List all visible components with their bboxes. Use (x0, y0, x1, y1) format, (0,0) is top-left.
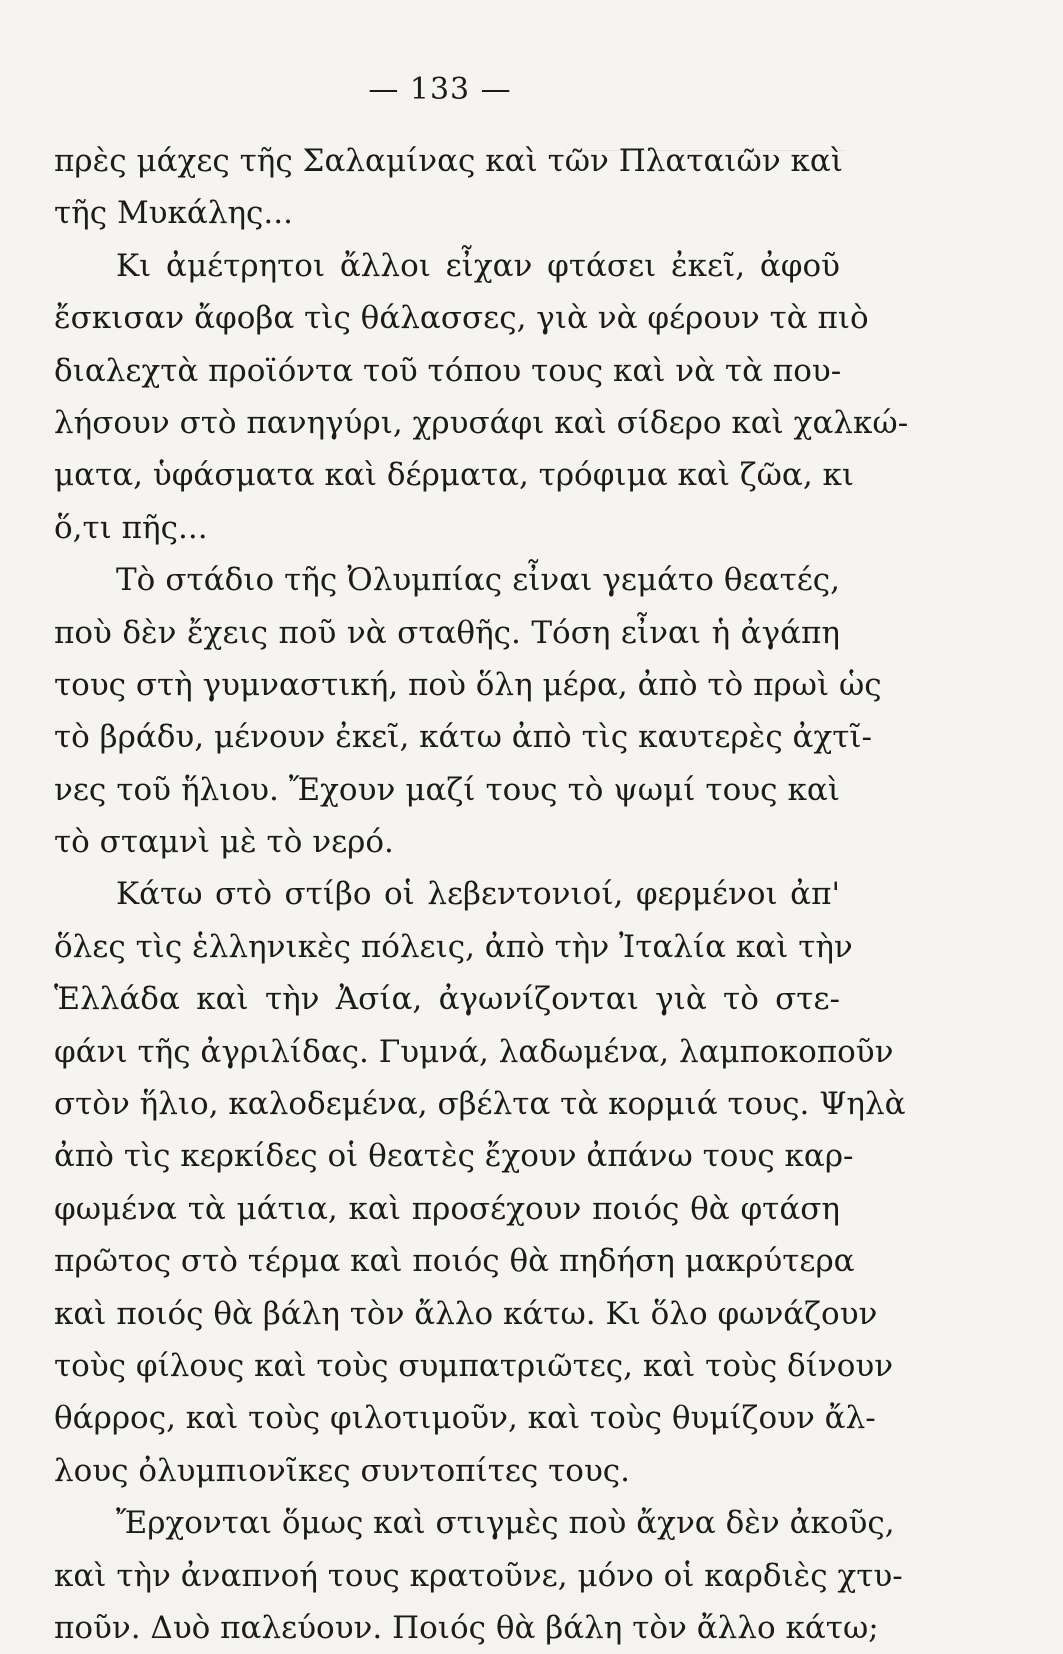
text-line: ματα, ὑφάσματα καὶ δέρματα, τρόφιμα καὶ ζῶα, κι (54, 457, 855, 494)
text-line: Ἔρχονται ὅμως καὶ στιγμὲς ποὺ ἄχνα δὲν ἀκοῦς, (116, 1505, 895, 1542)
text-line: καὶ τὴν ἀναπνοή τους κρατοῦνε, μόνο οἱ καρδιὲς χτυ- (54, 1557, 903, 1594)
text-line: πρὲς μάχες τῆς Σαλαμίνας καὶ τῶν Πλαταιῶν καὶ (54, 143, 844, 179)
text-line: Ἑλλάδα καὶ τὴν Ἀσία, ἀγωνίζονται γιὰ τὸ στε- (54, 981, 840, 1018)
text-line: ὅλες τὶς ἑλληνικὲς πόλεις, ἀπὸ τὴν Ἰταλία καὶ τὴν (54, 928, 853, 965)
text-line: φωμένα τὰ μάτια, καὶ προσέχουν ποιός θὰ φτάση (54, 1190, 840, 1227)
text-line: τοὺς φίλους καὶ τοὺς συμπατριῶτες, καὶ τοὺς δίνουν (54, 1347, 894, 1384)
text-line: καὶ ποιός θὰ βάλη τὸν ἄλλο κάτω. Κι ὅλο φωνάζουν (54, 1295, 878, 1332)
text-line: ποῦν. Δυὸ παλεύουν. Ποιός θὰ βάλη τὸν ἄλλο κάτω; (54, 1609, 879, 1646)
text-line: διαλεχτὰ προϊόντα τοῦ τόπου τους καὶ νὰ τὰ που- (54, 352, 842, 389)
body-text (54, 135, 909, 1654)
text-line: θάρρος, καὶ τοὺς φιλοτιμοῦν, καὶ τοὺς θυμίζουν ἄλ- (54, 1400, 876, 1437)
page-number: — 133 — (368, 72, 512, 107)
text-line: τὸ σταμνὶ μὲ τὸ νερό. (54, 824, 394, 861)
text-line: λους ὀλυμπιονῖκες συντοπίτες τους. (54, 1452, 631, 1489)
text-line: νες τοῦ ἥλιου. Ἔχουν μαζί τους τὸ ψωμί τους καὶ (54, 771, 840, 808)
text-line: ποὺ δὲν ἔχεις ποῦ νὰ σταθῆς. Τόση εἶναι ἡ ἀγάπη (54, 614, 840, 651)
text-line: Τὸ στάδιο τῆς Ὀλυμπίας εἶναι γεμάτο θεατές, (116, 562, 840, 599)
text-line: πρῶτος στὸ τέρμα καὶ ποιός θὰ πηδήση μακρύτερα (54, 1243, 855, 1280)
text-line: τὸ βράδυ, μένουν ἐκεῖ, κάτω ἀπὸ τὶς καυτερὲς ἀχτῖ- (54, 719, 873, 756)
text-line: τους στὴ γυμναστική, ποὺ ὅλη μέρα, ἀπὸ τὸ πρωὶ ὡς (54, 666, 882, 703)
text-line: ἔσκισαν ἄφοβα τὶς θάλασσες, γιὰ νὰ φέρουν τὰ πιὸ (54, 300, 869, 337)
text-line: Κάτω στὸ στίβο οἱ λεβεντονιοί, φερμένοι ἀπ' (116, 876, 840, 913)
text-line: ὅ,τι πῆς... (54, 509, 208, 546)
text-line: Κι ἀμέτρητοι ἄλλοι εἶχαν φτάσει ἐκεῖ, ἀφοῦ (116, 247, 840, 284)
text-line: φάνι τῆς ἀγριλίδας. Γυμνά, λαδωμένα, λαμποκοποῦν (54, 1033, 894, 1070)
text-line: στὸν ἥλιο, καλοδεμένα, σβέλτα τὰ κορμιά τους. Ψηλὰ (54, 1086, 906, 1123)
text-line: ἀπὸ τὶς κερκίδες οἱ θεατὲς ἔχουν ἀπάνω τους καρ- (54, 1138, 854, 1175)
text-line: τῆς Μυκάλης... (54, 195, 293, 232)
text-line: λήσουν στὸ πανηγύρι, χρυσάφι καὶ σίδερο καὶ χαλκώ- (54, 404, 909, 441)
